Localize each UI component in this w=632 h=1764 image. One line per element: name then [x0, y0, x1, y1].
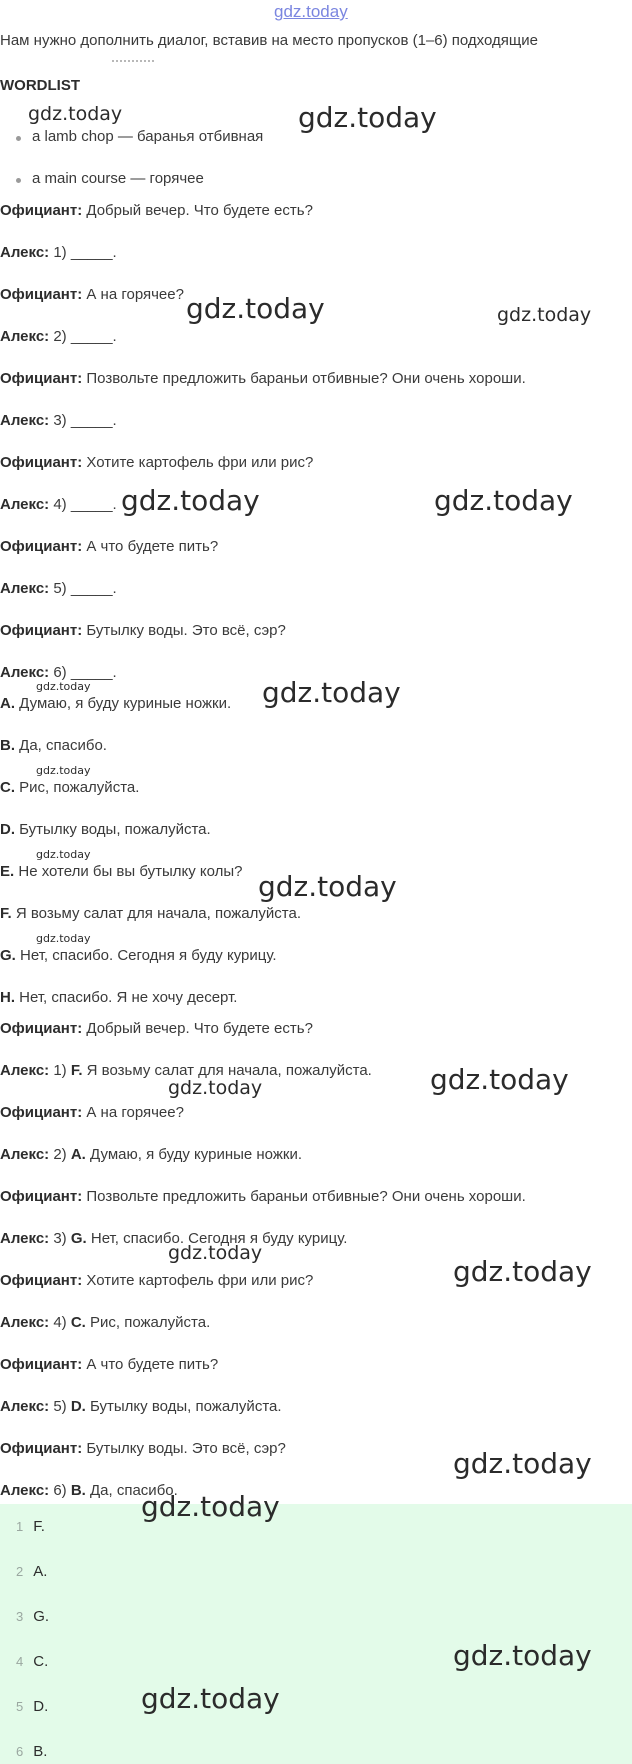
- dialog-line: [0, 496, 117, 513]
- watermark: gdz.today: [36, 932, 91, 945]
- answer-row: [16, 1743, 47, 1760]
- gap-number: 5): [49, 1398, 71, 1415]
- speaker: Официант:: [0, 1440, 83, 1457]
- utterance: Добрый вечер. Что будете есть?: [82, 202, 313, 219]
- speaker: Официант:: [0, 1104, 83, 1121]
- utterance: 2) _____.: [49, 328, 117, 345]
- option-item: [0, 779, 139, 796]
- option-item: [0, 905, 301, 922]
- option-text: Не хотели бы вы бутылку колы?: [14, 863, 243, 880]
- gap-number: 1): [49, 1062, 71, 1079]
- answer-value: C.: [33, 1653, 49, 1670]
- utterance: А что будете пить?: [82, 1356, 219, 1373]
- option-letter: C.: [0, 779, 15, 796]
- solution-line: [0, 1272, 313, 1289]
- option-letter: F.: [0, 905, 12, 922]
- speaker: Алекс:: [0, 412, 50, 429]
- utterance: А на горячее?: [82, 1104, 184, 1121]
- speaker: Официант:: [0, 1272, 83, 1289]
- option-item: [0, 737, 107, 754]
- answer-value: D.: [33, 1698, 49, 1715]
- option-text: Бутылку воды, пожалуйста.: [15, 821, 211, 838]
- option-text: Рис, пожалуйста.: [15, 779, 140, 796]
- watermark: gdz.today: [36, 848, 91, 861]
- utterance: Думаю, я буду куриные ножки.: [85, 1146, 303, 1163]
- answer-letter: F.: [70, 1062, 83, 1079]
- wordlist-title: WORDLIST: [0, 77, 80, 94]
- utterance: 3) _____.: [49, 412, 117, 429]
- dialog-line: [0, 202, 313, 219]
- gap-number: 3): [49, 1230, 71, 1247]
- solution-line: [0, 1104, 184, 1121]
- option-text: Нет, спасибо. Я не хочу десерт.: [15, 989, 238, 1006]
- speaker: Алекс:: [0, 496, 50, 513]
- watermark: gdz.today: [298, 101, 437, 134]
- watermark: gdz.today: [36, 764, 91, 777]
- wordlist-item: a main course — горячее: [32, 170, 204, 187]
- dialog-line: [0, 286, 184, 303]
- watermark: gdz.today: [121, 484, 260, 517]
- utterance: Бутылку воды, пожалуйста.: [85, 1398, 282, 1415]
- solution-line: [0, 1398, 282, 1415]
- utterance: 5) _____.: [49, 580, 117, 597]
- utterance: А что будете пить?: [82, 538, 219, 555]
- task-intro: Нам нужно дополнить диалог, вставив на место пропусков (1–6) подходящие: [0, 32, 538, 49]
- speaker: Официант:: [0, 1020, 83, 1037]
- watermark: gdz.today: [168, 1242, 263, 1264]
- option-letter: B.: [0, 737, 15, 754]
- answer-row: [16, 1563, 47, 1580]
- speaker: Официант:: [0, 202, 83, 219]
- speaker: Официант:: [0, 1188, 83, 1205]
- option-letter: H.: [0, 989, 15, 1006]
- answer-value: A.: [33, 1563, 48, 1580]
- option-text: Нет, спасибо. Сегодня я буду курицу.: [15, 947, 277, 964]
- solution-line: [0, 1146, 302, 1163]
- speaker: Алекс:: [0, 328, 50, 345]
- option-item: [0, 863, 243, 880]
- option-letter: A.: [0, 695, 15, 712]
- answer-row: [16, 1608, 49, 1625]
- option-text: Да, спасибо.: [15, 737, 107, 754]
- watermark: gdz.today: [36, 680, 91, 693]
- watermark: gdz.today: [430, 1063, 569, 1096]
- watermark: gdz.today: [453, 1255, 592, 1288]
- gap-number: 2): [49, 1146, 71, 1163]
- speaker: Официант:: [0, 370, 83, 387]
- answer-row: [16, 1698, 48, 1715]
- dialog-line: [0, 622, 286, 639]
- answer-letter: A.: [70, 1146, 86, 1163]
- speaker: Официант:: [0, 622, 83, 639]
- bullet-marker: [16, 178, 21, 183]
- utterance: Хотите картофель фри или рис?: [82, 454, 314, 471]
- answer-row: [16, 1518, 45, 1535]
- dialog-line: [0, 454, 313, 471]
- answer-number: 3: [16, 1609, 24, 1624]
- answer-letter: G.: [70, 1230, 87, 1247]
- option-letter: D.: [0, 821, 15, 838]
- answer-row: [16, 1653, 48, 1670]
- solution-line: [0, 1020, 313, 1037]
- watermark: gdz.today: [141, 1490, 280, 1523]
- watermark: gdz.today: [168, 1077, 263, 1099]
- watermark: gdz.today: [497, 304, 592, 326]
- speaker: Алекс:: [0, 1062, 50, 1079]
- speaker: Алекс:: [0, 1314, 50, 1331]
- speaker: Официант:: [0, 454, 83, 471]
- option-letter: E.: [0, 863, 15, 880]
- answer-letter: C.: [70, 1314, 86, 1331]
- gap-number: 6): [49, 1482, 71, 1499]
- utterance: Бутылку воды. Это всё, сэр?: [82, 622, 286, 639]
- option-text: Я возьму салат для начала, пожалуйста.: [11, 905, 301, 922]
- dialog-line: [0, 328, 117, 345]
- watermark: gdz.today: [186, 292, 325, 325]
- watermark: gdz.today: [28, 103, 123, 125]
- site-header-link[interactable]: gdz.today: [274, 2, 348, 21]
- option-text: Думаю, я буду куриные ножки.: [15, 695, 232, 712]
- answer-number: 6: [16, 1744, 24, 1759]
- answer-letter: D.: [70, 1398, 86, 1415]
- solution-line: [0, 1188, 526, 1205]
- speaker: Алекс:: [0, 1482, 50, 1499]
- speaker: Алекс:: [0, 664, 50, 681]
- wordlist-item: a lamb chop — баранья отбивная: [32, 128, 264, 145]
- dialog-line: [0, 370, 526, 387]
- utterance: 6) _____.: [49, 664, 117, 681]
- watermark: gdz.today: [434, 484, 573, 517]
- dialog-line: [0, 664, 117, 681]
- utterance: Бутылку воды. Это всё, сэр?: [82, 1440, 286, 1457]
- answer-value: B.: [33, 1743, 48, 1760]
- watermark: gdz.today: [262, 676, 401, 709]
- speaker: Алекс:: [0, 1398, 50, 1415]
- dialog-line: [0, 412, 117, 429]
- watermark: gdz.today: [258, 870, 397, 903]
- dialog-line: [0, 580, 117, 597]
- utterance: 1) _____.: [49, 244, 117, 261]
- bullet-marker: [16, 136, 21, 141]
- utterance: 4) _____.: [49, 496, 117, 513]
- utterance: Рис, пожалуйста.: [85, 1314, 211, 1331]
- speaker: Официант:: [0, 1356, 83, 1373]
- speaker: Алекс:: [0, 580, 50, 597]
- option-item: [0, 947, 277, 964]
- dialog-line: [0, 538, 218, 555]
- speaker: Алекс:: [0, 1230, 50, 1247]
- speaker: Алекс:: [0, 1146, 50, 1163]
- gap-number: 4): [49, 1314, 71, 1331]
- answer-letter: B.: [70, 1482, 86, 1499]
- utterance: Позвольте предложить бараньи отбивные? Они очень хороши.: [82, 1188, 526, 1205]
- watermark: gdz.today: [141, 1682, 280, 1715]
- utterance: Позвольте предложить бараньи отбивные? Они очень хороши.: [82, 370, 526, 387]
- option-letter: G.: [0, 947, 16, 964]
- solution-line: [0, 1314, 210, 1331]
- answers-panel: [0, 1504, 632, 1764]
- answer-number: 2: [16, 1564, 24, 1579]
- option-item: [0, 821, 211, 838]
- utterance: Хотите картофель фри или рис?: [82, 1272, 314, 1289]
- speaker: Официант:: [0, 286, 83, 303]
- answer-value: F.: [33, 1518, 45, 1535]
- watermark: gdz.today: [453, 1639, 592, 1672]
- utterance: Я возьму салат для начала, пожалуйста.: [82, 1062, 372, 1079]
- option-item: [0, 695, 231, 712]
- option-item: [0, 989, 237, 1006]
- speaker: Алекс:: [0, 244, 50, 261]
- solution-line: [0, 1356, 218, 1373]
- answer-number: 5: [16, 1699, 24, 1714]
- dialog-line: [0, 244, 117, 261]
- speaker: Официант:: [0, 538, 83, 555]
- utterance: А на горячее?: [82, 286, 184, 303]
- answer-number: 1: [16, 1519, 24, 1534]
- solution-line: [0, 1440, 286, 1457]
- utterance: Добрый вечер. Что будете есть?: [82, 1020, 313, 1037]
- answer-number: 4: [16, 1654, 24, 1669]
- watermark: gdz.today: [453, 1447, 592, 1480]
- answer-value: G.: [33, 1608, 50, 1625]
- utterance: Да, спасибо.: [85, 1482, 178, 1499]
- utterance: Нет, спасибо. Сегодня я буду курицу.: [86, 1230, 348, 1247]
- clipped-text-fragment: [112, 60, 154, 70]
